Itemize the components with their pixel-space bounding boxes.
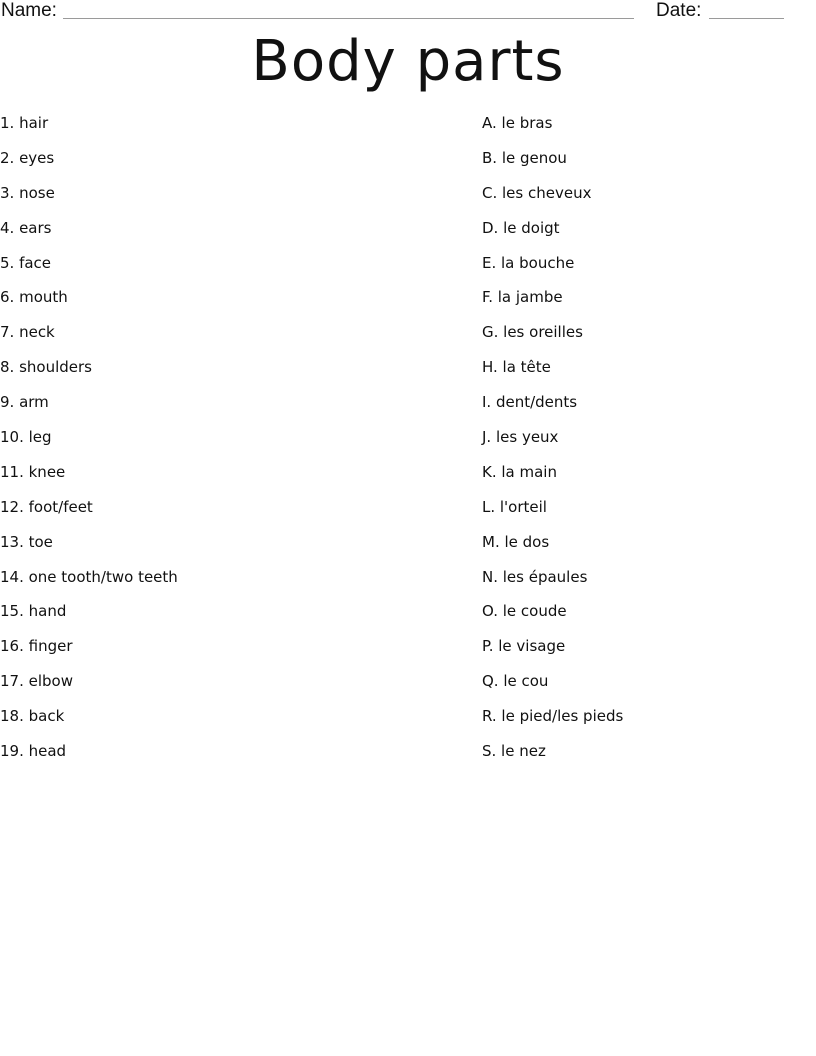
- english-term-item: 5. face: [0, 253, 52, 272]
- english-term-item: 15. hand: [0, 602, 67, 621]
- english-term-item: 12. foot/feet: [0, 497, 93, 516]
- english-term-item: 6. mouth: [0, 288, 68, 307]
- french-term-item: O. le coude: [482, 602, 567, 621]
- page-title: Body parts: [251, 29, 565, 94]
- french-term-item: A. le bras: [482, 114, 553, 132]
- english-term-item: 19. head: [0, 742, 67, 761]
- english-term-item: 8. shoulders: [0, 358, 92, 377]
- date-label: Date:: [656, 0, 702, 21]
- english-term-item: 2. eyes: [0, 148, 55, 167]
- french-term-item: J. les yeux: [482, 428, 559, 447]
- french-term-item: G. les oreilles: [482, 323, 583, 342]
- french-term-item: R. le pied/les pieds: [482, 707, 624, 726]
- name-label: Name:: [1, 0, 57, 21]
- french-term-item: C. les cheveux: [482, 183, 592, 202]
- english-term-item: 14. one tooth/two teeth: [0, 567, 178, 586]
- english-term-item: 7. neck: [0, 323, 55, 342]
- name-blank-line[interactable]: [63, 18, 634, 19]
- english-term-item: 16. finger: [0, 637, 73, 656]
- french-term-item: Q. le cou: [482, 672, 549, 691]
- english-term-item: 11. knee: [0, 462, 66, 481]
- english-term-item: 1. hair: [0, 114, 49, 132]
- worksheet-header: [0, 0, 816, 24]
- french-term-item: L. l'orteil: [482, 497, 547, 516]
- french-term-item: I. dent/dents: [482, 393, 578, 412]
- french-term-item: M. le dos: [482, 532, 550, 551]
- french-term-item: K. la main: [482, 462, 557, 481]
- french-term-item: F. la jambe: [482, 288, 563, 307]
- french-term-item: D. le doigt: [482, 218, 560, 237]
- french-term-item: H. la tête: [482, 358, 551, 377]
- date-blank-line[interactable]: [709, 18, 784, 19]
- french-term-item: E. la bouche: [482, 253, 575, 272]
- french-term-item: N. les épaules: [482, 567, 588, 586]
- english-term-item: 17. elbow: [0, 672, 73, 691]
- english-term-item: 4. ears: [0, 218, 52, 237]
- french-term-item: B. le genou: [482, 148, 567, 167]
- english-term-item: 3. nose: [0, 183, 55, 202]
- english-term-item: 10. leg: [0, 428, 52, 447]
- french-term-item: P. le visage: [482, 637, 566, 656]
- english-term-item: 13. toe: [0, 532, 53, 551]
- french-terms-list: [482, 112, 623, 775]
- english-term-item: 18. back: [0, 707, 65, 726]
- english-terms-list: [0, 112, 178, 775]
- french-term-item: S. le nez: [482, 742, 546, 761]
- english-term-item: 9. arm: [0, 393, 49, 412]
